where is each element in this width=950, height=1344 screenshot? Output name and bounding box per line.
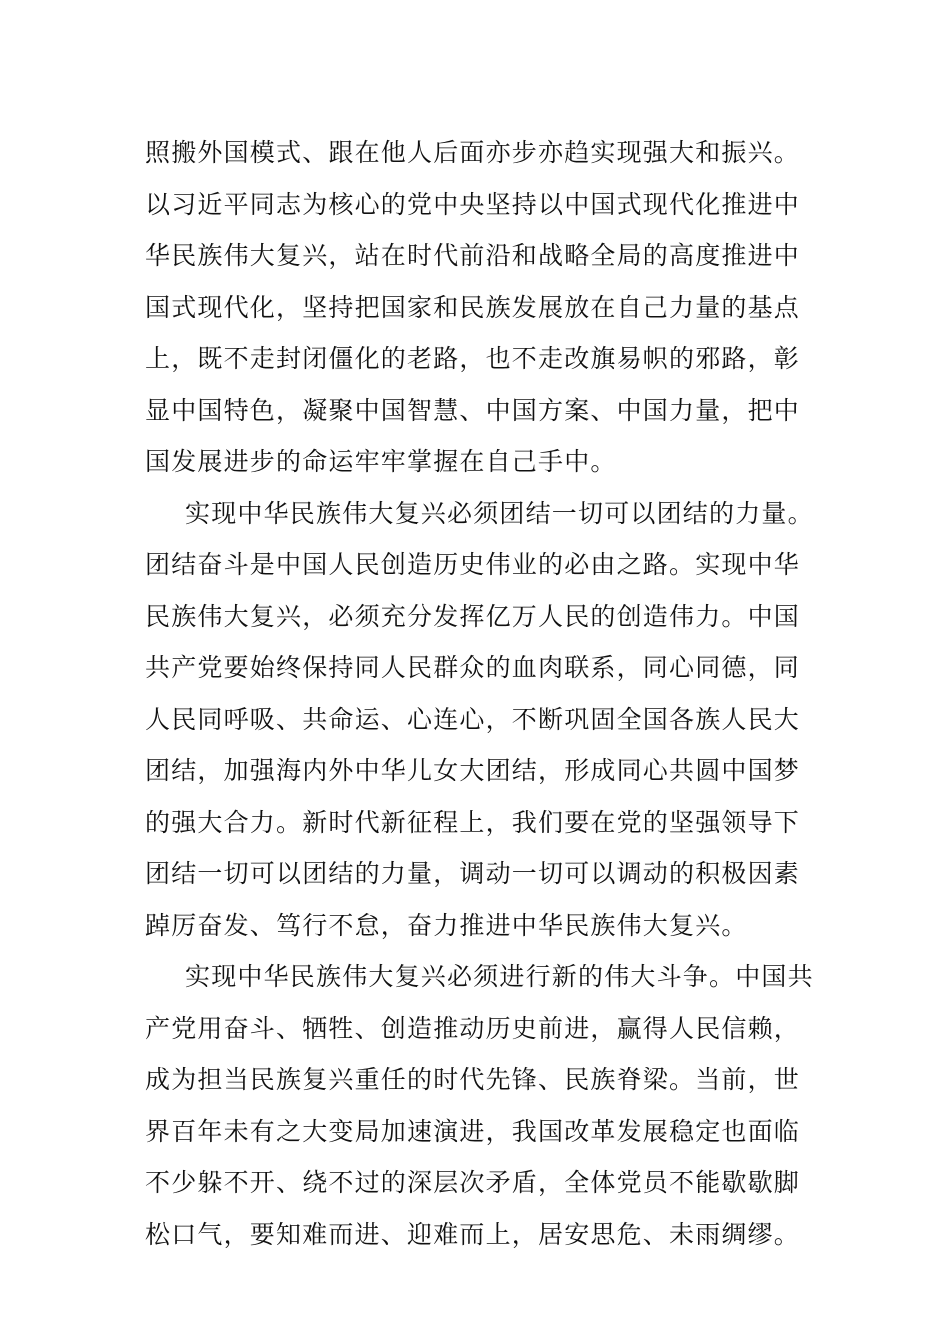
text-line: 人民同呼吸、共命运、心连心，不断巩固全国各族人民大 xyxy=(145,704,801,734)
text-line: 界百年未有之大变局加速演进，我国改革发展稳定也面临 xyxy=(145,1116,801,1146)
text-line: 照搬外国模式、跟在他人后面亦步亦趋实现强大和振兴。 xyxy=(145,138,801,167)
text-line: 国发展进步的命运牢牢掌握在自己手中。 xyxy=(145,447,617,476)
paragraph-first-line: 实现中华民族伟大复兴必须进行新的伟大斗争。中国共 xyxy=(185,962,814,991)
text-line: 共产党要始终保持同人民群众的血肉联系，同心同德，同 xyxy=(145,653,801,682)
text-line: 成为担当民族复兴重任的时代先锋、民族脊梁。当前，世 xyxy=(145,1065,801,1094)
text-line: 团结，加强海内外中华儿女大团结，形成同心共圆中国梦 xyxy=(145,756,801,785)
document-body xyxy=(145,127,825,1260)
paragraph-first-line: 实现中华民族伟大复兴必须团结一切可以团结的力量。 xyxy=(185,498,814,528)
text-line: 以习近平同志为核心的党中央坚持以中国式现代化推进中 xyxy=(145,189,801,219)
text-line: 的强大合力。新时代新征程上，我们要在党的坚强领导下 xyxy=(145,807,801,837)
text-line: 民族伟大复兴，必须充分发挥亿万人民的创造伟力。中国 xyxy=(145,601,801,631)
text-line: 显中国特色，凝聚中国智慧、中国方案、中国力量，把中 xyxy=(145,395,801,425)
text-line: 不少躲不开、绕不过的深层次矛盾，全体党员不能歇歇脚 xyxy=(145,1168,801,1197)
text-line: 团结奋斗是中国人民创造历史伟业的必由之路。实现中华 xyxy=(145,550,801,579)
text-line: 产党用奋斗、牺牲、创造推动历史前进，赢得人民信赖， xyxy=(145,1013,801,1043)
text-line: 国式现代化，坚持把国家和民族发展放在自己力量的基点 xyxy=(145,292,801,322)
text-line: 华民族伟大复兴，站在时代前沿和战略全局的高度推进中 xyxy=(145,241,801,270)
text-line: 踔厉奋发、笃行不怠，奋力推进中华民族伟大复兴。 xyxy=(145,910,748,940)
text-line: 松口气，要知难而进、迎难而上，居安思危、未雨绸缪。 xyxy=(145,1219,801,1249)
text-line: 上，既不走封闭僵化的老路，也不走改旗易帜的邪路，彰 xyxy=(145,344,801,373)
text-line: 团结一切可以团结的力量，调动一切可以调动的积极因素 xyxy=(145,859,801,888)
